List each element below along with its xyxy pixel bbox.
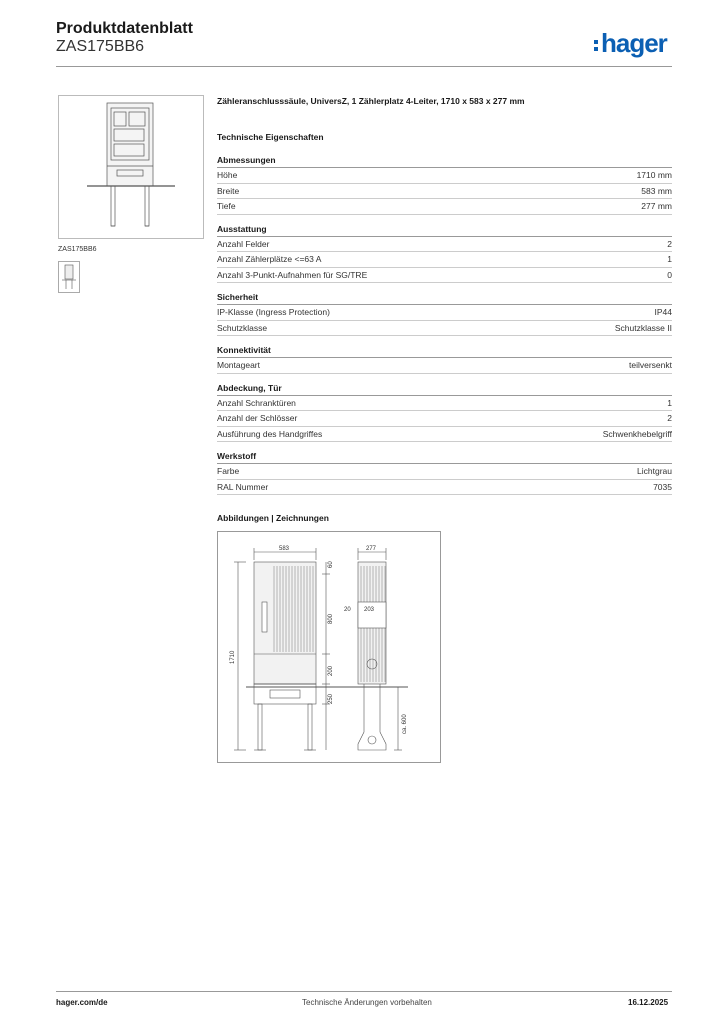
footer-site[interactable]: hager.com/de xyxy=(56,998,108,1007)
spec-value: 1710 mm xyxy=(636,170,672,180)
dim-lower: 200 xyxy=(328,665,334,676)
spec-value: 277 mm xyxy=(641,201,672,211)
spec-section xyxy=(217,292,672,336)
spec-row xyxy=(217,427,672,443)
spec-section xyxy=(217,155,672,215)
spec-section-title: Abmessungen xyxy=(217,155,672,168)
spec-label: Breite xyxy=(217,185,240,196)
spec-value: Schutzklasse II xyxy=(614,322,672,333)
spec-row xyxy=(217,168,672,184)
spec-section-title: Werkstoff xyxy=(217,451,672,464)
spec-label: Anzahl Schranktüren xyxy=(217,397,296,408)
footer-divider xyxy=(56,991,672,992)
page-title: Produktdatenblatt xyxy=(56,20,193,37)
spec-row xyxy=(217,252,672,268)
spec-label: Schutzklasse xyxy=(217,322,268,333)
spec-table xyxy=(217,155,672,504)
spec-row xyxy=(217,268,672,284)
spec-value: 0 xyxy=(667,269,672,280)
spec-value: teilversenkt xyxy=(629,360,672,370)
spec-value: 1 xyxy=(667,397,672,408)
spec-section-title: Konnektivität xyxy=(217,345,672,358)
spec-section-title: Sicherheit xyxy=(217,292,672,305)
technical-drawing xyxy=(217,531,441,763)
spec-section xyxy=(217,224,672,284)
footer-date: 16.12.2025 xyxy=(628,998,669,1007)
spec-label: Anzahl der Schlösser xyxy=(217,413,298,423)
dim-side-b: 203 xyxy=(364,607,375,613)
spec-label: Montageart xyxy=(217,360,260,370)
spec-section-title: Ausstattung xyxy=(217,224,672,237)
drawings-heading: Abbildungen | Zeichnungen xyxy=(217,513,329,523)
spec-section xyxy=(217,451,672,495)
hager-logo: hager xyxy=(594,28,667,59)
product-image xyxy=(58,95,204,239)
spec-label: Farbe xyxy=(217,466,240,476)
spec-row xyxy=(217,305,672,321)
spec-row xyxy=(217,464,672,480)
spec-row xyxy=(217,411,672,427)
spec-value: Schwenkhebelgriff xyxy=(602,428,672,439)
spec-label: Tiefe xyxy=(217,201,236,211)
spec-label: Anzahl 3-Punkt-Aufnahmen für SG/TRE xyxy=(217,269,368,280)
footer-note: Technische Änderungen vorbehalten xyxy=(302,998,432,1007)
thumbnail-small[interactable] xyxy=(58,261,80,293)
dim-upper: 800 xyxy=(328,613,334,624)
spec-label: Ausführung des Handgriffes xyxy=(217,428,323,439)
spec-row xyxy=(217,396,672,412)
product-description: Zähleranschlusssäule, UniversZ, 1 Zählerplatz 4-Leiter, 1710 x 583 x 277 mm xyxy=(217,96,525,106)
spec-value: 2 xyxy=(667,238,672,249)
spec-value: 7035 xyxy=(653,481,672,492)
spec-section xyxy=(217,383,672,443)
spec-label: RAL Nummer xyxy=(217,481,269,492)
spec-row xyxy=(217,321,672,337)
dim-height: 1710 xyxy=(230,650,236,664)
spec-value: 2 xyxy=(667,413,672,423)
spec-label: Anzahl Zählerplätze <=63 A xyxy=(217,254,322,264)
article-number: ZAS175BB6 xyxy=(56,38,145,55)
dim-ground: ca. 600 xyxy=(402,714,408,734)
dim-depth: 277 xyxy=(366,546,377,552)
spec-label: IP-Klasse (Ingress Protection) xyxy=(217,307,330,317)
spec-section xyxy=(217,345,672,374)
spec-row xyxy=(217,237,672,253)
header-divider xyxy=(56,66,672,67)
dim-base: 250 xyxy=(328,693,334,704)
spec-label: Höhe xyxy=(217,170,238,180)
spec-value: 1 xyxy=(667,254,672,264)
spec-row xyxy=(217,199,672,215)
dim-top: 60 xyxy=(328,561,334,568)
spec-row xyxy=(217,184,672,200)
tech-heading: Technische Eigenschaften xyxy=(217,132,324,142)
spec-label: Anzahl Felder xyxy=(217,238,270,249)
spec-row xyxy=(217,358,672,374)
dim-width: 583 xyxy=(279,546,290,552)
spec-row xyxy=(217,480,672,496)
dim-side-a: 20 xyxy=(344,607,351,613)
spec-value: 583 mm xyxy=(641,185,672,196)
thumbnail-label: ZAS175BB6 xyxy=(58,246,97,253)
spec-section-title: Abdeckung, Tür xyxy=(217,383,672,396)
spec-value: IP44 xyxy=(654,307,672,317)
spec-value: Lichtgrau xyxy=(637,466,672,476)
